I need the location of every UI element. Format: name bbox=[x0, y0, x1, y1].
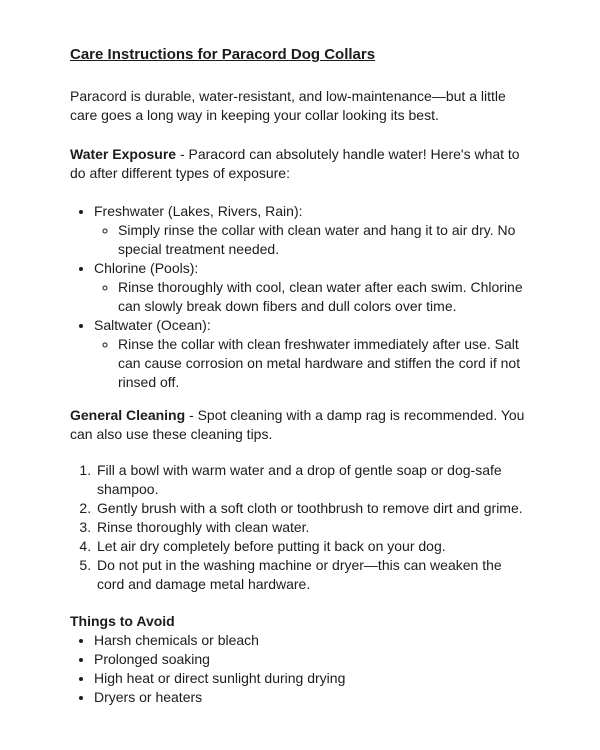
bullet-item bbox=[94, 202, 532, 259]
step-item: 3. Rinse thoroughly with clean water. bbox=[95, 518, 532, 537]
general-cleaning-text: - Spot cleaning with a damp rag is recommended. You can also use these cleaning tips. bbox=[70, 407, 525, 442]
bullet-item-label: Chlorine (Pools): bbox=[94, 260, 199, 276]
intro-paragraph: Paracord is durable, water-resistant, and low-maintenance—but a little care goes a long way in keeping your collar looking its best. bbox=[70, 88, 506, 123]
sub-bullet-list bbox=[94, 278, 532, 316]
bullet-item-label: Freshwater (Lakes, Rivers, Rain): bbox=[94, 203, 303, 219]
things-to-avoid-heading: Things to Avoid bbox=[70, 613, 175, 629]
step-item: 2. Gently brush with a soft cloth or toothbrush to remove dirt and grime. bbox=[95, 499, 532, 518]
document-title: Care Instructions for Paracord Dog Collars bbox=[70, 46, 376, 63]
water-exposure-paragraph bbox=[70, 145, 532, 183]
things-to-avoid-list bbox=[70, 631, 532, 707]
sub-bullet-item: ◦ Simply rinse the collar with clean water and hang it to air dry. No special treatment needed. bbox=[118, 221, 532, 259]
general-cleaning-heading: General Cleaning bbox=[70, 407, 186, 423]
bullet-item bbox=[94, 259, 532, 316]
sub-bullet-list bbox=[94, 335, 532, 392]
bullet-item bbox=[94, 316, 532, 392]
water-exposure-heading: Water Exposure bbox=[70, 146, 177, 162]
avoid-item: • Dryers or heaters bbox=[94, 688, 532, 707]
general-cleaning-paragraph bbox=[70, 406, 532, 444]
step-item: 4. Let air dry completely before putting it back on your dog. bbox=[95, 537, 532, 556]
sub-bullet-list bbox=[94, 221, 532, 259]
water-exposure-list bbox=[70, 202, 532, 392]
avoid-item: • Prolonged soaking bbox=[94, 650, 532, 669]
cleaning-steps-list bbox=[70, 461, 532, 594]
step-item: 5. Do not put in the washing machine or dryer—this can weaken the cord and damage metal hardware. bbox=[95, 556, 532, 594]
avoid-item: • Harsh chemicals or bleach bbox=[94, 631, 532, 650]
bullet-item-label: Saltwater (Ocean): bbox=[94, 317, 211, 333]
avoid-item: • High heat or direct sunlight during drying bbox=[94, 669, 532, 688]
water-exposure-text: - Paracord can absolutely handle water! Here's what to do after different types of exposure: bbox=[70, 146, 520, 181]
sub-bullet-item: ◦ Rinse thoroughly with cool, clean water after each swim. Chlorine can slowly break down fibers and dull colors over time. bbox=[118, 278, 532, 316]
step-item: 1. Fill a bowl with warm water and a drop of gentle soap or dog-safe shampoo. bbox=[95, 461, 532, 499]
sub-bullet-item: ◦ Rinse the collar with clean freshwater immediately after use. Salt can cause corrosion on metal hardware and stiffen the cord if not rinsed off. bbox=[118, 335, 532, 392]
